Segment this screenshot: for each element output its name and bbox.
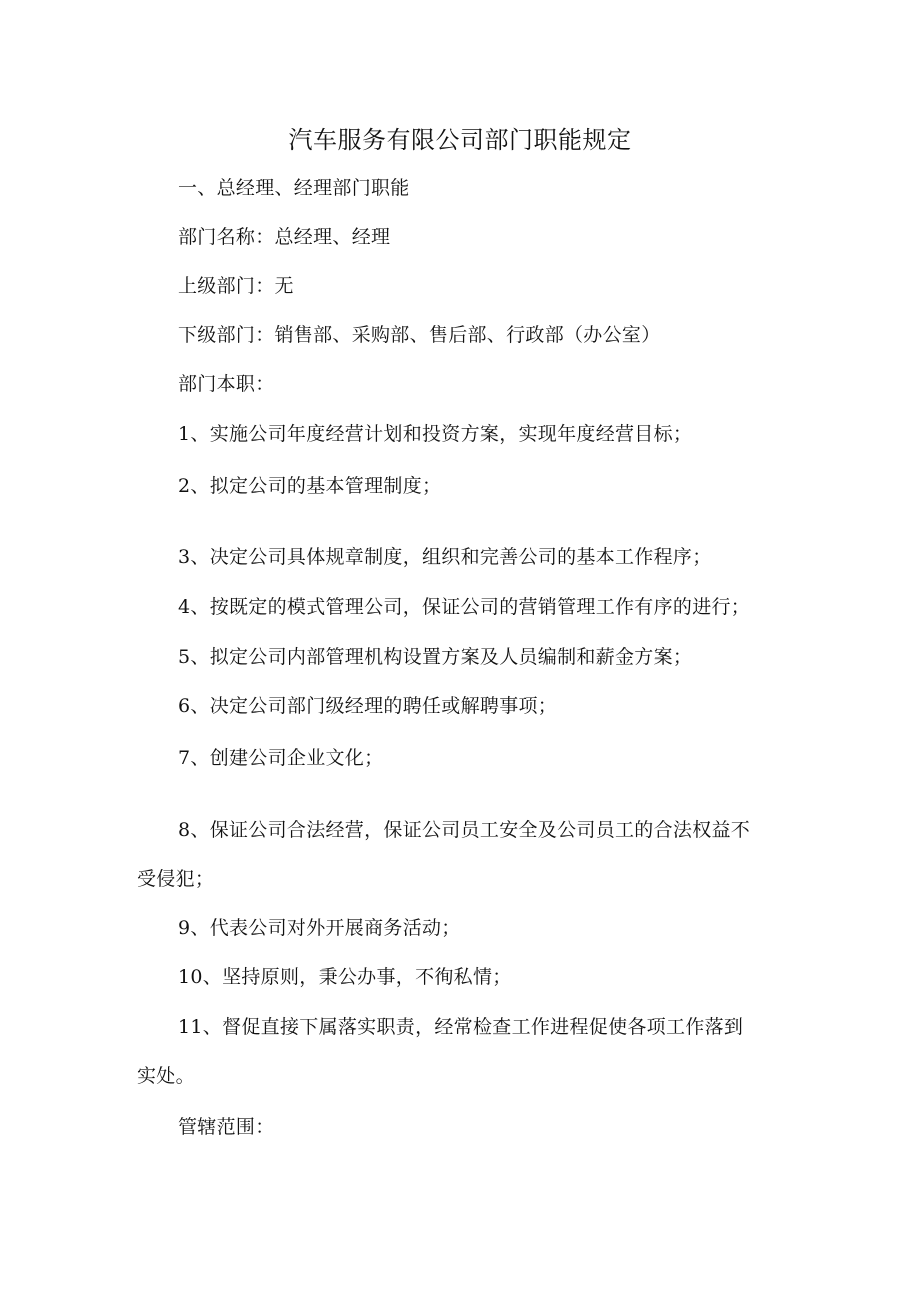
duty-item: 6、决定公司部门级经理的聘任或解聘事项；	[178, 695, 558, 717]
duty-item: 8、保证公司合法经营，保证公司员工安全及公司员工的合法权益不	[178, 819, 751, 841]
duty-item-continuation: 实处。	[137, 1065, 195, 1087]
superior-dept-line: 上级部门：无	[178, 275, 294, 297]
duty-item: 11、督促直接下属落实职责，经常检查工作进程促使各项工作落到	[178, 1016, 744, 1038]
duty-item: 7、创建公司企业文化；	[178, 747, 384, 769]
duty-item: 9、代表公司对外开展商务活动；	[178, 917, 461, 939]
duty-item: 10、坚持原则，秉公办事，不徇私情；	[178, 966, 512, 988]
scope-heading: 管辖范围：	[178, 1116, 275, 1138]
duties-heading: 部门本职：	[178, 373, 275, 395]
duty-item-continuation: 受侵犯；	[137, 868, 215, 890]
subordinate-depts-line: 下级部门：销售部、采购部、售后部、行政部（办公室）	[178, 324, 661, 346]
duty-item: 2、拟定公司的基本管理制度；	[178, 475, 442, 497]
section-heading: 一、总经理、经理部门职能	[178, 177, 410, 199]
dept-name-line: 部门名称：总经理、经理	[178, 226, 391, 248]
duty-item: 1、实施公司年度经营计划和投资方案，实现年度经营目标；	[178, 423, 693, 445]
duty-item: 5、拟定公司内部管理机构设置方案及人员编制和薪金方案；	[178, 646, 693, 668]
duty-item: 4、按既定的模式管理公司，保证公司的营销管理工作有序的进行；	[178, 596, 751, 618]
document-title: 汽车服务有限公司部门职能规定	[288, 126, 632, 154]
duty-item: 3、决定公司具体规章制度，组织和完善公司的基本工作程序；	[178, 546, 712, 568]
